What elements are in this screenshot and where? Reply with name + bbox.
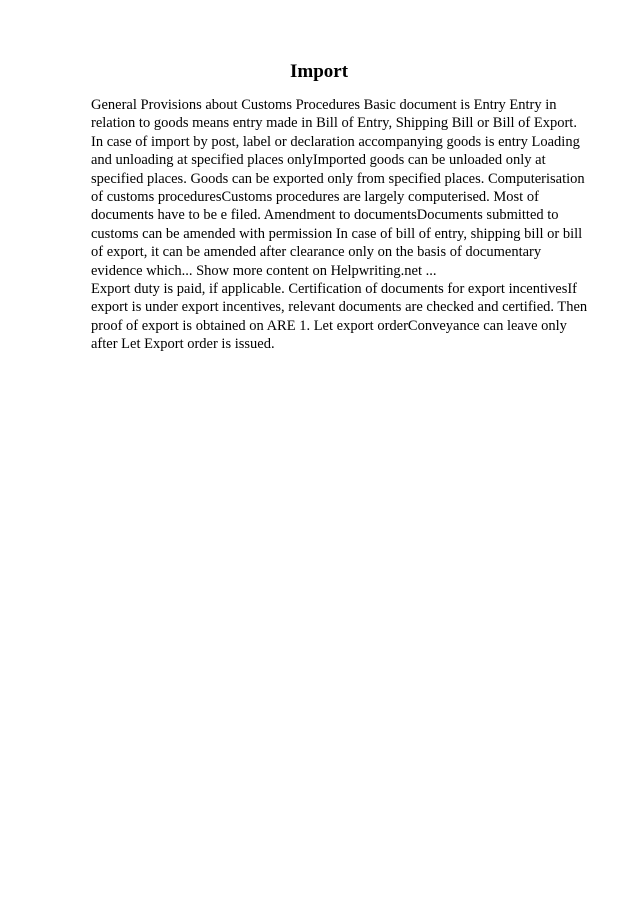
paragraph-customs-procedures: General Provisions about Customs Procedures Basic document is Entry Entry in relation to goods means entry made in Bill of Entry, Shipping Bill or Bill of Export. In case of import by post, label or declaration accompanying goods is entry Loading and unloading at specified places onlyImported goods can be unloaded only at specified places. Goods can be exported only from specified places. Computerisation of customs proceduresCustoms procedures are largely computerised. Most of documents have to be e filed. Amendment to documentsDocuments submitted to customs can be amended with permission In case of bill of entry, shipping bill or bill of export, it can be amended after clearance only on the basis of documentary evidence which... Show more content on Helpwriting.net ...: [91, 97, 585, 279]
page-title: Import: [289, 61, 349, 82]
document-body: [91, 96, 591, 354]
paragraph-export-duty: Export duty is paid, if applicable. Certification of documents for export incentivesIf export is under export incentives, relevant documents are checked and certified. Then proof of export is obtained on ARE 1. Let export orderConveyance can leave only after Let Export order is issued.: [91, 281, 588, 353]
